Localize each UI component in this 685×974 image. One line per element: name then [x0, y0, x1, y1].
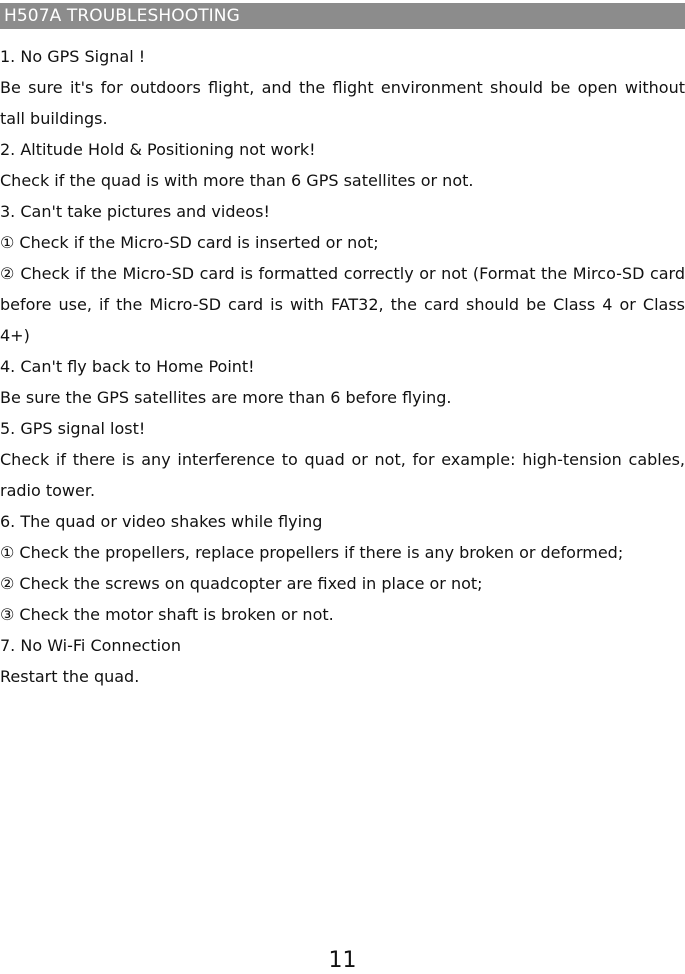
item-heading-cant-take-pictures: 3. Can't take pictures and videos!	[0, 202, 270, 221]
item-body-text: Check if there is any interference to quad or not, for example: high-tension cables, radio tower.	[0, 450, 685, 500]
item-heading-altitude-hold: 2. Altitude Hold & Positioning not work!	[0, 140, 316, 159]
item-body-text: ② Check if the Micro-SD card is formatted correctly or not (Format the Mirco-SD card before use, if the Micro-SD card is with FAT32, the card should be Class 4 or Class 4+)	[0, 264, 685, 345]
item-heading-no-wifi: 7. No Wi-Fi Connection	[0, 636, 181, 655]
item-heading-quad-shakes: 6. The quad or video shakes while flying	[0, 512, 323, 531]
item-body-text: Be sure the GPS satellites are more than 6 before flying.	[0, 388, 452, 407]
item-body-text: Check if the quad is with more than 6 GPS satellites or not.	[0, 171, 474, 190]
item-body-text: ① Check if the Micro-SD card is inserted or not;	[0, 233, 379, 252]
section-header-bar	[0, 3, 685, 29]
page-number: 11	[328, 948, 357, 973]
item-body-text: ② Check the screws on quadcopter are fixed in place or not;	[0, 574, 483, 593]
item-heading-gps-signal-lost: 5. GPS signal lost!	[0, 419, 146, 438]
troubleshooting-list	[0, 41, 685, 692]
item-body-text: Restart the quad.	[0, 667, 140, 686]
item-body-text: ③ Check the motor shaft is broken or not.	[0, 605, 334, 624]
section-title: H507A TROUBLESHOOTING	[4, 6, 240, 26]
item-body-text: ① Check the propellers, replace propellers if there is any broken or deformed;	[0, 543, 624, 562]
item-heading-cant-fly-back: 4. Can't fly back to Home Point!	[0, 357, 255, 376]
item-heading-no-gps-signal: 1. No GPS Signal !	[0, 47, 146, 66]
item-body-text: Be sure it's for outdoors flight, and the flight environment should be open without tall buildings.	[0, 78, 685, 128]
